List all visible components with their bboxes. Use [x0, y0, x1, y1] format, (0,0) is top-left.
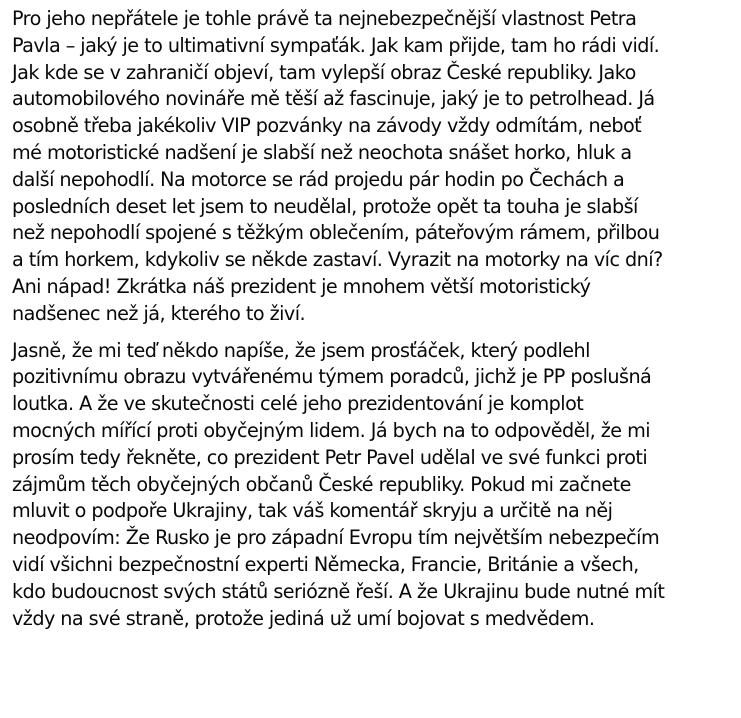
text-line: mluvit o podpoře Ukrajiny, tak váš komentář skryju a určitě na něj [12, 499, 613, 523]
text-line: Pro jeho nepřátele je tohle právě ta nejnebezpečnější vlastnost Petra [12, 7, 637, 30]
text-line: další nepohodlí. Na motorce se rád projedu pár hodin po Čechách a [12, 167, 625, 191]
text-line: prosím tedy řekněte, co prezident Petr Pavel udělal ve své funkci proti [12, 445, 648, 469]
post-body [12, 6, 737, 632]
text-line: osobně třeba jakékoliv VIP pozvánky na závody vždy odmítám, neboť [12, 114, 642, 138]
text-line: Jasně, že mi teď někdo napíše, že jsem prosťáček, který podlehl [12, 338, 590, 362]
text-line: loutka. A že ve skutečnosti celé jeho prezidentování je komplot [12, 392, 584, 416]
paragraph-1 [12, 6, 737, 328]
text-line: Ani nápad! Zkrátka náš prezident je mnohem větší motoristický [12, 274, 591, 298]
text-line: posledních deset let jsem to neudělal, protože opět ta touha je slabší [12, 194, 638, 218]
text-line: Jak kde se v zahraničí objeví, tam vylepší obraz České republiky. Jako [12, 60, 636, 84]
paragraph-2 [12, 338, 737, 633]
text-line: mocných mířící proti obyčejným lidem. Já bych na to odpověděl, že mi [12, 418, 651, 442]
text-line: vidí všichni bezpečnostní experti Německa, Francie, Británie a všech, [12, 552, 639, 576]
text-line: než nepohodlí spojené s těžkým oblečením, páteřovým rámem, přilbou [12, 221, 660, 245]
text-line: Pavla – jaký je to ultimativní sympaťák. Jak kam přijde, tam ho rádi vidí. [12, 33, 660, 57]
text-line: zájmům těch obyčejných občanů České republiky. Pokud mi začnete [12, 472, 631, 496]
text-line: pozitivnímu obrazu vytvářenému týmem poradců, jichž je PP poslušná [12, 365, 652, 389]
text-line: a tím horkem, kdykoliv se někde zastaví. Vyrazit na motorky na víc dní? [12, 248, 663, 272]
text-line: mé motoristické nadšení je slabší než neochota snášet horko, hluk a [12, 140, 632, 164]
text-line: neodpovím: Že Rusko je pro západní Evropu tím největším nebezpečím [12, 526, 660, 550]
text-line: vždy na své straně, protože jediná už umí bojovat s medvědem. [12, 606, 595, 630]
text-line: kdo budoucnost svých států seriózně řeší. A že Ukrajinu bude nutné mít [12, 579, 665, 603]
text-line: automobilového novináře mě těší až fascinuje, jaký je to petrolhead. Já [12, 87, 655, 111]
text-line: nadšenec než já, kterého to živí. [12, 301, 306, 325]
